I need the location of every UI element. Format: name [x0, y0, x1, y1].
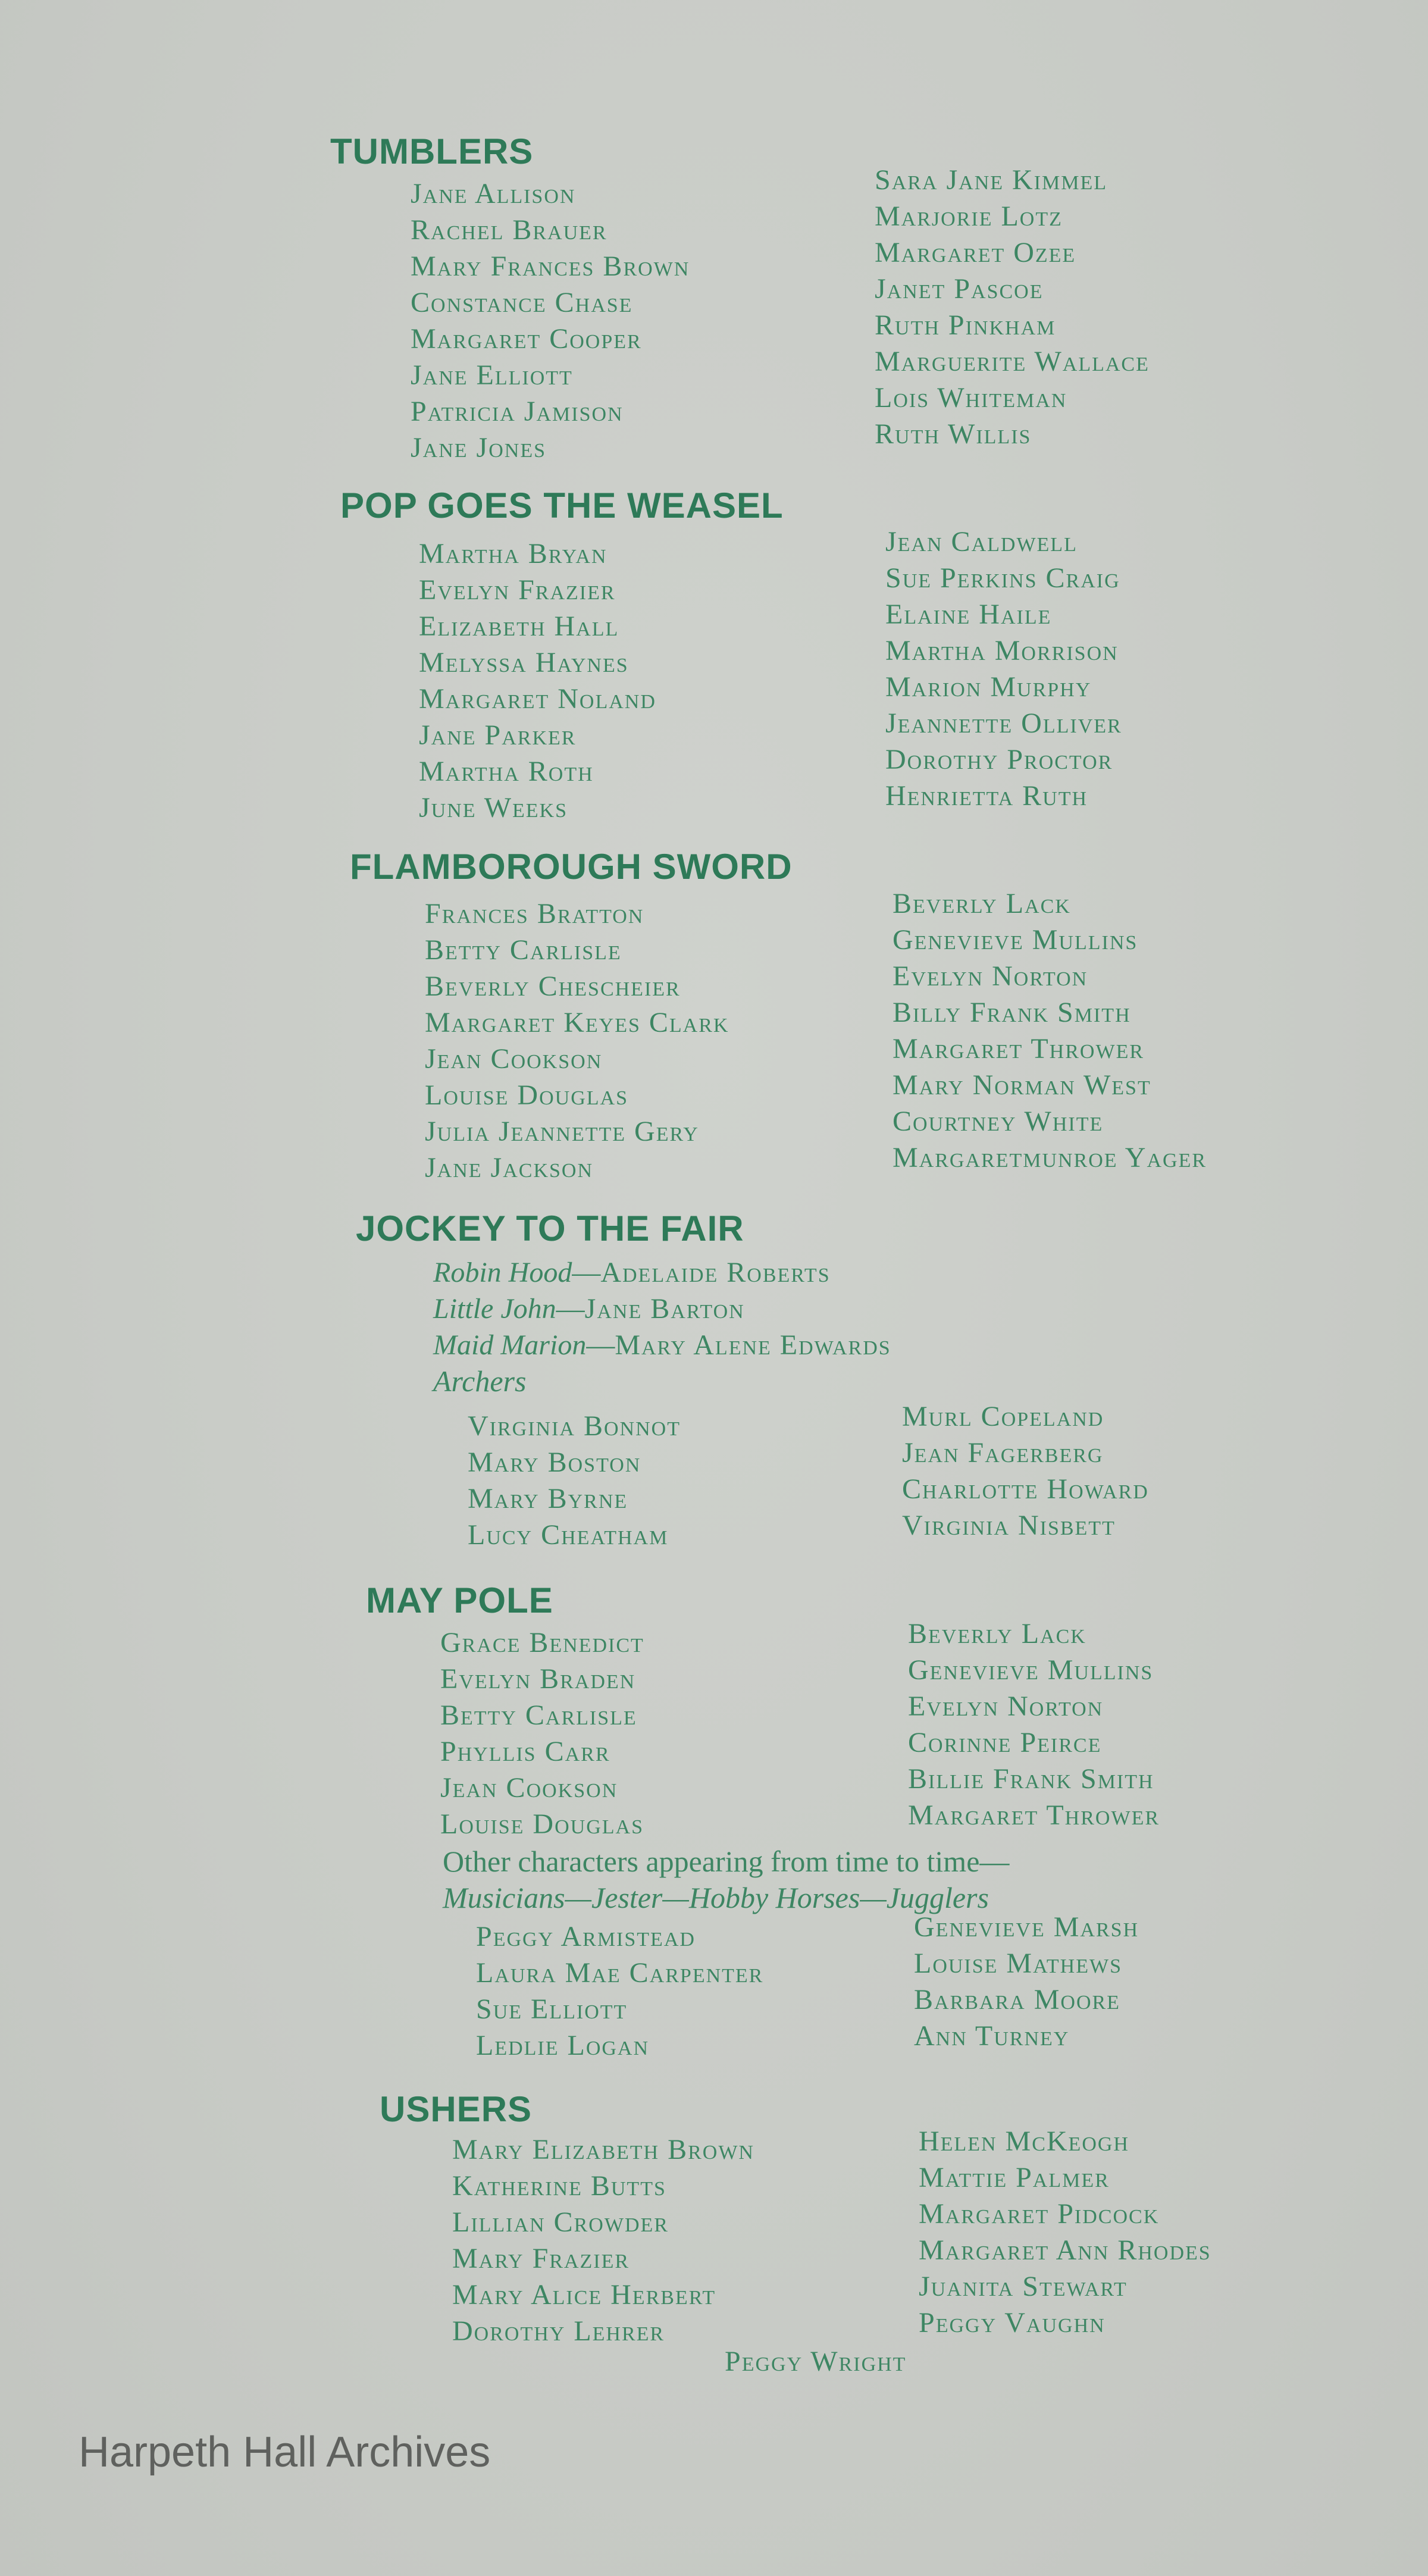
cast-name: Marjorie Lotz — [875, 201, 1063, 232]
cast-name: Helen McKeogh — [919, 2126, 1129, 2157]
cast-name: Mary Boston — [468, 1447, 641, 1478]
cast-name: Margaret Cooper — [411, 323, 642, 355]
cast-name: Courtney White — [892, 1106, 1104, 1137]
cast-name: Genevieve Marsh — [914, 1911, 1139, 1943]
cast-name: Grace Benedict — [440, 1627, 644, 1658]
cast-name: Louise Douglas — [440, 1808, 644, 1840]
cast-name: Evelyn Frazier — [419, 574, 616, 606]
cast-name: Jane Jackson — [425, 1152, 594, 1184]
role-line: Maid Marion—Mary Alene Edwards — [433, 1329, 891, 1361]
cast-name: Barbara Moore — [914, 1984, 1120, 2015]
cast-name: Genevieve Mullins — [892, 924, 1138, 956]
musicians-line: Musicians—Jester—Hobby Horses—Jugglers — [443, 1881, 989, 1914]
cast-name: Mary Frances Brown — [411, 251, 690, 282]
cast-name: Laura Mae Carpenter — [476, 1957, 764, 1989]
cast-name: Jeannette Olliver — [885, 708, 1122, 739]
cast-name: Jean Caldwell — [885, 526, 1078, 558]
cast-name: Elaine Haile — [885, 599, 1052, 630]
cast-name: Juanita Stewart — [919, 2271, 1128, 2302]
ushers-right-column — [919, 2123, 1211, 2341]
cast-name: Martha Morrison — [885, 635, 1119, 666]
cast-name: Betty Carlisle — [425, 934, 622, 966]
cast-name: Mary Frazier — [452, 2243, 630, 2274]
jockey-to-the-fair-heading: JOCKEY TO THE FAIR — [356, 1209, 744, 1248]
cast-name: Mary Byrne — [468, 1483, 628, 1514]
cast-name: Murl Copeland — [902, 1401, 1104, 1432]
cast-name: Constance Chase — [411, 287, 633, 318]
cast-name: Marion Murphy — [885, 671, 1092, 703]
cast-name: Mary Norman West — [892, 1069, 1151, 1101]
cast-name: Ann Turney — [914, 2020, 1070, 2052]
other-characters-line: Other characters appearing from time to time— — [443, 1845, 1010, 1878]
archive-watermark: Harpeth Hall Archives — [79, 2428, 491, 2476]
cast-name: Lucy Cheatham — [468, 1519, 669, 1551]
cast-name: Jane Allison — [411, 178, 576, 209]
cast-name: Rachel Brauer — [411, 214, 607, 246]
cast-name: Martha Bryan — [419, 538, 607, 569]
tumblers-right-column — [875, 162, 1150, 452]
cast-name: Evelyn Norton — [908, 1691, 1104, 1722]
cast-name: Ruth Pinkham — [875, 309, 1056, 341]
cast-name: Lois Whiteman — [875, 382, 1067, 414]
cast-name: Jean Cookson — [425, 1043, 603, 1075]
cast-name: Jane Jones — [411, 432, 547, 464]
cast-name: Margaret Ozee — [875, 237, 1076, 268]
cast-name: Mattie Palmer — [919, 2162, 1110, 2193]
cast-name: Martha Roth — [419, 756, 594, 787]
cast-name: Louise Mathews — [914, 1948, 1122, 1979]
may-pole-heading: MAY POLE — [366, 1580, 553, 1620]
cast-name: Sara Jane Kimmel — [875, 164, 1108, 196]
tumblers-heading: TUMBLERS — [330, 132, 534, 171]
cast-name: Margaret Keyes Clark — [425, 1007, 729, 1038]
cast-name: Margaret Ann Rhodes — [919, 2234, 1211, 2266]
others-right-column — [914, 1909, 1139, 2054]
maypole-right-column — [908, 1616, 1160, 1833]
cast-name: Jane Elliott — [411, 359, 573, 391]
jockey-roles — [433, 1254, 891, 1400]
cast-name: Julia Jeannette Gery — [425, 1116, 699, 1147]
cast-name: Margaret Noland — [419, 683, 656, 715]
others-left-column — [476, 1918, 763, 2064]
ushers-heading: USHERS — [380, 2089, 533, 2129]
cast-name: Margaretmunroe Yager — [892, 1142, 1207, 1173]
cast-name: Marguerite Wallace — [875, 346, 1150, 377]
cast-name: Evelyn Norton — [892, 960, 1088, 992]
cast-name: Dorothy Proctor — [885, 744, 1113, 775]
cast-name: Louise Douglas — [425, 1079, 628, 1111]
cast-name: Evelyn Braden — [440, 1663, 636, 1695]
cast-name: Virginia Nisbett — [902, 1510, 1116, 1541]
sword-left-column — [425, 896, 729, 1186]
cast-name: Lillian Crowder — [452, 2206, 669, 2238]
cast-name: Sue Elliott — [476, 1993, 628, 2025]
cast-name: Dorothy Lehrer — [452, 2315, 665, 2347]
flamborough-sword-heading: FLAMBOROUGH SWORD — [350, 847, 793, 887]
cast-name: Melyssa Haynes — [419, 647, 629, 678]
cast-name: Virginia Bonnot — [468, 1410, 681, 1442]
cast-name: Billy Frank Smith — [892, 997, 1131, 1028]
cast-name: Charlotte Howard — [902, 1473, 1149, 1505]
cast-name: Beverly Lack — [908, 1618, 1086, 1649]
ushers-last-name: Peggy Wright — [725, 2346, 907, 2377]
cast-name: Phyllis Carr — [440, 1736, 610, 1767]
tumblers-left-column — [411, 176, 690, 466]
cast-name: Betty Carlisle — [440, 1699, 637, 1731]
cast-name: Henrietta Ruth — [885, 780, 1088, 812]
sword-right-column — [892, 885, 1207, 1176]
cast-name: Ledlie Logan — [476, 2030, 650, 2061]
maypole-left-column — [440, 1625, 644, 1842]
cast-name: Margaret Pidcock — [919, 2198, 1160, 2230]
cast-name: Patricia Jamison — [411, 396, 624, 427]
maypole-other-lines — [443, 1843, 1009, 1916]
cast-name: Sue Perkins Craig — [885, 562, 1120, 594]
archers-left-column — [468, 1408, 681, 1553]
role-line: Robin Hood—Adelaide Roberts — [433, 1257, 831, 1288]
cast-name: Janet Pascoe — [875, 273, 1044, 305]
ushers-left-column — [452, 2131, 754, 2349]
cast-name: Jane Parker — [419, 719, 577, 751]
cast-name: Elizabeth Hall — [419, 611, 619, 642]
cast-name: Mary Elizabeth Brown — [452, 2134, 754, 2165]
pop-right-column — [885, 524, 1122, 814]
cast-name: Margaret Thrower — [892, 1033, 1145, 1065]
cast-name: Peggy Vaughn — [919, 2307, 1106, 2339]
cast-name: Jean Cookson — [440, 1772, 618, 1804]
cast-name: Jean Fagerberg — [902, 1437, 1104, 1469]
archers-label: Archers — [433, 1364, 527, 1398]
cast-name: Beverly Chescheier — [425, 971, 681, 1002]
cast-name: June Weeks — [419, 792, 568, 824]
cast-name: Ruth Willis — [875, 418, 1032, 450]
cast-name: Mary Alice Herbert — [452, 2279, 716, 2311]
role-line: Little John—Jane Barton — [433, 1293, 745, 1325]
pop-left-column — [419, 536, 656, 826]
cast-name: Genevieve Mullins — [908, 1654, 1154, 1686]
cast-name: Corinne Peirce — [908, 1727, 1102, 1758]
cast-name: Billie Frank Smith — [908, 1763, 1154, 1795]
cast-name: Frances Bratton — [425, 898, 644, 929]
pop-goes-the-weasel-heading: POP GOES THE WEASEL — [340, 486, 784, 525]
archers-right-column — [902, 1398, 1149, 1544]
cast-name: Katherine Butts — [452, 2170, 666, 2202]
cast-name: Margaret Thrower — [908, 1799, 1160, 1831]
cast-name: Peggy Armistead — [476, 1921, 696, 1952]
cast-name: Beverly Lack — [892, 888, 1071, 919]
